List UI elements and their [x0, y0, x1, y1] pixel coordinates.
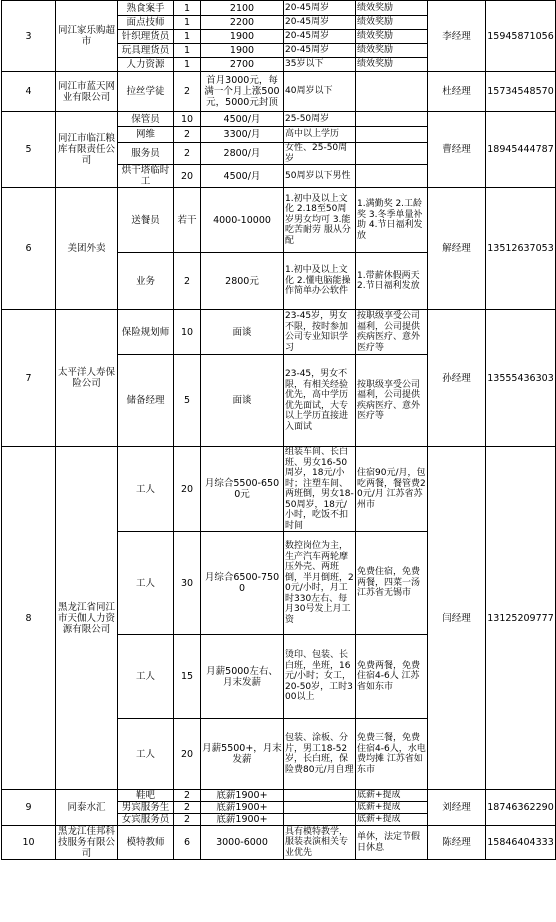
- job-requirements: 20-45周岁: [284, 30, 356, 44]
- job-title: 工人: [118, 532, 174, 635]
- job-count: 20: [174, 447, 201, 532]
- row-number: 10: [2, 826, 56, 860]
- table-row: [2, 1, 556, 16]
- job-title: 针织理货员: [118, 30, 174, 44]
- job-title: 储备经理: [118, 355, 174, 447]
- job-requirements: 25-50周岁: [284, 112, 356, 127]
- job-requirements: 包装、涂板、分片，男工18-52岁，长白班，保险费80元/月自理: [284, 719, 356, 790]
- table-row: [2, 790, 556, 802]
- job-count: 2: [174, 802, 201, 814]
- job-count: 30: [174, 532, 201, 635]
- table-row: [2, 447, 556, 532]
- job-salary: 2100: [201, 1, 284, 16]
- contact-person: 解经理: [428, 188, 486, 310]
- job-count: 6: [174, 826, 201, 860]
- contact-person: 杜经理: [428, 72, 486, 112]
- row-number: 3: [2, 1, 56, 72]
- job-benefits: [356, 143, 428, 165]
- job-title: 工人: [118, 635, 174, 719]
- job-title: 保管员: [118, 112, 174, 127]
- job-salary: 月综合6500-7500: [201, 532, 284, 635]
- job-benefits: 住宿90元/月，包吃两餐，餐管费20元/月 江苏省苏州市: [356, 447, 428, 532]
- job-benefits: 绩效奖励: [356, 1, 428, 16]
- contact-person: 曹经理: [428, 112, 486, 188]
- contact-person: 孙经理: [428, 310, 486, 447]
- table-row: [2, 310, 556, 355]
- job-requirements: 20-45周岁: [284, 1, 356, 16]
- job-title: 网维: [118, 127, 174, 143]
- job-count: 15: [174, 635, 201, 719]
- row-number: 9: [2, 790, 56, 826]
- job-benefits: 绩效奖励: [356, 30, 428, 44]
- row-number: 8: [2, 447, 56, 790]
- job-title: 鞋吧: [118, 790, 174, 802]
- contact-person: 刘经理: [428, 790, 486, 826]
- job-title: 工人: [118, 719, 174, 790]
- company-name: 同泰水汇: [56, 790, 118, 826]
- table-body: [2, 1, 556, 860]
- job-title: 烘干塔临时工: [118, 165, 174, 188]
- table-row: [2, 112, 556, 127]
- job-requirements: 23-45岁，男女不限，按时参加公司专业知识学习: [284, 310, 356, 355]
- job-benefits: 绩效奖励: [356, 58, 428, 72]
- job-salary: 2800/月: [201, 143, 284, 165]
- job-count: 2: [174, 790, 201, 802]
- company-name: 黑龙江佳邦科技服务有限公司: [56, 826, 118, 860]
- contact-phone: 15734548570: [486, 72, 556, 112]
- job-salary: 底薪1900+: [201, 814, 284, 826]
- job-title: 人力资源: [118, 58, 174, 72]
- job-salary: 2700: [201, 58, 284, 72]
- job-requirements: 组装车间、长白班、男女16-50周岁，18元/小时；注塑车间、两班倒，男女18-50周岁，18元/小时，吃饭不扣时间: [285, 447, 354, 531]
- job-requirements: 女性、25-50周岁: [284, 143, 356, 165]
- job-requirements: [284, 814, 356, 826]
- contact-phone: 13512637053: [486, 188, 556, 310]
- job-salary: 3000-6000: [201, 826, 284, 860]
- job-title: 业务: [118, 253, 174, 310]
- contact-person: 陈经理: [428, 826, 486, 860]
- job-benefits: 免费三餐，免费住宿4-6人，水电费均摊 江苏省如东市: [356, 719, 428, 790]
- job-title: 服务员: [118, 143, 174, 165]
- job-title: 女宾服务员: [118, 814, 174, 826]
- row-number: 6: [2, 188, 56, 310]
- job-salary: 面谈: [201, 355, 284, 447]
- job-title: 面点技师: [118, 16, 174, 30]
- job-salary: 4500/月: [201, 112, 284, 127]
- job-count: 若干: [174, 188, 201, 253]
- contact-phone: 15945871056: [486, 1, 556, 72]
- job-count: 1: [174, 16, 201, 30]
- contact-person: 李经理: [428, 1, 486, 72]
- job-benefits: 底薪+提成: [356, 790, 428, 802]
- job-count: 2: [174, 143, 201, 165]
- job-benefits: [356, 165, 428, 188]
- job-requirements: 23-45，男女不限，有相关经验优先，高中学历优先面试，大专以上学历直接进入面试: [284, 355, 356, 447]
- job-title: 拉丝学徒: [118, 72, 174, 112]
- job-requirements: 50周岁以下男性: [284, 165, 356, 188]
- job-count: 2: [174, 253, 201, 310]
- job-count: 10: [174, 112, 201, 127]
- company-name: 同江家乐购超市: [56, 1, 118, 72]
- row-number: 4: [2, 72, 56, 112]
- table-row: [2, 72, 556, 112]
- job-benefits: [356, 72, 428, 112]
- row-number: 5: [2, 112, 56, 188]
- job-benefits: 1.带薪休假两天 2.节日福利发放: [356, 253, 428, 310]
- job-salary: 1900: [201, 44, 284, 58]
- company-name: 太平洋人寿保险公司: [56, 310, 118, 447]
- contact-phone: 13555436303: [486, 310, 556, 447]
- job-requirements: 1.初中及以上文化 2.懂电脑能操作简单办公软件: [284, 253, 356, 310]
- job-benefits: 按职级享受公司福利，公司提供疾病医疗、意外医疗等: [356, 310, 428, 355]
- job-benefits: 单休，法定节假日休息: [356, 826, 428, 860]
- contact-phone: 15846404333: [486, 826, 556, 860]
- job-requirements: [284, 790, 356, 802]
- job-count: 5: [174, 355, 201, 447]
- job-title: 模特教师: [118, 826, 174, 860]
- job-salary: 首月3000元，每满一个月上涨500元，5000元封顶: [201, 72, 284, 112]
- contact-phone: 18746362290: [486, 790, 556, 826]
- job-requirements: 数控岗位为主，生产汽车两轮摩压外壳、两班倒，半月倒班，20元/小时，月工时330左右、每月30号发上月工资: [284, 532, 356, 635]
- job-count: 1: [174, 30, 201, 44]
- company-name: 美团外卖: [56, 188, 118, 310]
- row-number: 7: [2, 310, 56, 447]
- job-count: 1: [174, 1, 201, 16]
- contact-person: 闫经理: [428, 447, 486, 790]
- job-title: 送餐员: [118, 188, 174, 253]
- job-title: 玩具理货员: [118, 44, 174, 58]
- job-benefits: [356, 127, 428, 143]
- job-salary: 月薪5500+，月末发薪: [201, 719, 284, 790]
- job-salary: 2200: [201, 16, 284, 30]
- job-benefits: 按职级享受公司福利，公司提供疾病医疗、意外医疗等: [356, 355, 428, 447]
- job-title: 工人: [118, 447, 174, 532]
- job-count: 10: [174, 310, 201, 355]
- job-count: 1: [174, 58, 201, 72]
- job-benefits: 绩效奖励: [356, 16, 428, 30]
- table-row: [2, 188, 556, 253]
- contact-phone: 13125209777: [486, 447, 556, 790]
- company-name: 黑龙江省同江市天伽人力资源有限公司: [56, 447, 118, 790]
- contact-phone: 18945444787: [486, 112, 556, 188]
- job-salary: 1900: [201, 30, 284, 44]
- job-count: 2: [174, 127, 201, 143]
- company-name: 同江市蓝天网业有限公司: [56, 72, 118, 112]
- job-count: 20: [174, 719, 201, 790]
- job-benefits: 免费住宿，免费两餐，四菜一汤 江苏省无锡市: [356, 532, 428, 635]
- job-count: 2: [174, 72, 201, 112]
- job-title: 保险规划师: [118, 310, 174, 355]
- table-row: [2, 826, 556, 860]
- job-benefits: 底薪+提成: [356, 814, 428, 826]
- job-salary: 3300/月: [201, 127, 284, 143]
- job-requirements: 1.初中及以上文化 2.18至50周岁男女均可 3.能吃苦耐劳 服从分配: [284, 188, 356, 253]
- job-requirements: 20-45周岁: [284, 16, 356, 30]
- job-benefits: 1.满勤奖 2.工龄奖 3.冬季单量补助 4.节日福利发放: [356, 188, 428, 253]
- job-requirements: 20-45周岁: [284, 44, 356, 58]
- job-benefits: 免费两餐，免费住宿4-6人 江苏省如东市: [356, 635, 428, 719]
- job-salary: 4500/月: [201, 165, 284, 188]
- job-count: 1: [174, 44, 201, 58]
- job-salary: 面谈: [201, 310, 284, 355]
- job-listing-table: [1, 0, 556, 860]
- company-name: 同江市临江粮库有限责任公司: [56, 112, 118, 188]
- job-salary: 底薪1900+: [201, 790, 284, 802]
- job-requirements: 35岁以下: [284, 58, 356, 72]
- job-title: 熟食案手: [118, 1, 174, 16]
- job-salary: 底薪1900+: [201, 802, 284, 814]
- job-requirements: 烫印、包装、长白班，坐班，16元/小时；女工，20-50岁，工时300以上: [284, 635, 356, 719]
- job-salary: 4000-10000: [201, 188, 284, 253]
- job-requirements: [284, 802, 356, 814]
- job-benefits: 绩效奖励: [356, 44, 428, 58]
- job-salary: 月薪5000左右、月末发薪: [201, 635, 284, 719]
- job-count: 20: [174, 165, 201, 188]
- job-requirements: 高中以上学历: [284, 127, 356, 143]
- job-requirements: 40周岁以下: [284, 72, 356, 112]
- job-benefits: 底薪+提成: [356, 802, 428, 814]
- job-title: 男宾服务生: [118, 802, 174, 814]
- job-count: 2: [174, 814, 201, 826]
- job-benefits: [356, 112, 428, 127]
- job-salary: 月综合5500-6500元: [201, 447, 284, 532]
- job-requirements: 具有模特教学，服装表演相关专业优先: [284, 826, 356, 860]
- job-salary: 2800元: [201, 253, 284, 310]
